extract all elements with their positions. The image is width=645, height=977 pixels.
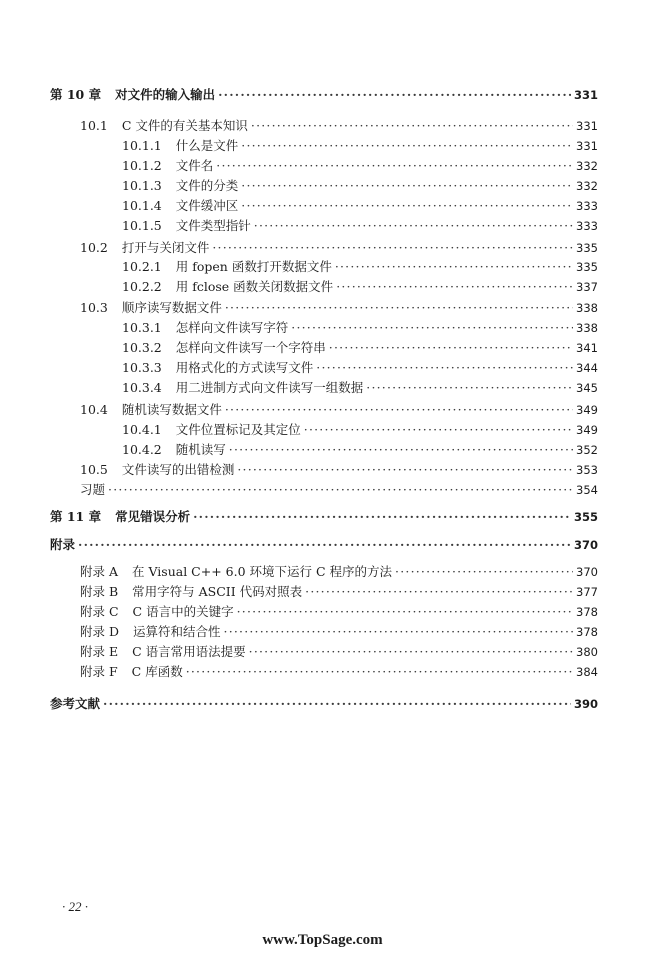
toc-entry-title: 用 fclose 函数关闭数据文件 (175, 279, 334, 294)
toc-entry-number: 10.1 (80, 118, 108, 133)
toc-entry (80, 624, 598, 640)
dot-leader (212, 240, 573, 256)
toc-entry-title: 顺序读写数据文件 (121, 300, 222, 315)
toc-entry-number: 第 10 章 (50, 87, 102, 102)
toc-entry-number: 10.1.4 (122, 198, 162, 213)
toc-entry-number: 10.4.1 (122, 422, 162, 437)
toc-entry-page: 355 (573, 510, 598, 524)
toc-entry (122, 360, 598, 376)
toc-entry-title: 随机读写 (175, 442, 226, 457)
toc-entry-title: 文件的分类 (175, 178, 239, 193)
dot-leader (366, 380, 573, 396)
dot-leader (395, 564, 573, 580)
dot-leader (241, 178, 573, 194)
toc-entry-title: 随机读写数据文件 (121, 402, 222, 417)
toc-entry-number: 10.3.2 (122, 340, 162, 355)
toc-entry-number: 附录 F (80, 664, 118, 679)
dot-leader (218, 87, 571, 103)
dot-leader (316, 360, 573, 376)
toc-entry-page: 332 (576, 159, 598, 173)
dot-leader (78, 537, 571, 553)
toc-entry-page: 332 (576, 179, 598, 193)
toc-entry-title: 参考文献 (50, 696, 101, 711)
toc-entry (50, 509, 598, 525)
toc-entry-page: 333 (576, 219, 598, 233)
page-number: · 22 · (62, 899, 88, 914)
toc-entry-number: 附录 B (80, 584, 119, 599)
toc-entry (122, 380, 598, 396)
toc-entry-page: 378 (576, 605, 598, 619)
toc-entry-title: C 文件的有关基本知识 (121, 118, 248, 133)
toc-entry-title: 附录 (50, 537, 76, 552)
toc-entry-title: 用格式化的方式读写文件 (175, 360, 314, 375)
toc-entry (122, 259, 598, 275)
toc-entry-title: C 语言中的关键字 (132, 604, 234, 619)
toc-entry-title: 对文件的输入输出 (115, 87, 216, 102)
dot-leader (237, 462, 573, 478)
toc-entry-number: 附录 A (80, 564, 119, 579)
toc-entry-number: 10.2.2 (122, 279, 162, 294)
toc-entry-number: 10.3.1 (122, 320, 162, 335)
dot-leader (305, 584, 573, 600)
toc-entry-title: 常用字符与 ASCII 代码对照表 (132, 584, 303, 599)
dot-leader (304, 422, 573, 438)
toc-entry (122, 198, 598, 214)
toc-entry-title: 在 Visual C++ 6.0 环境下运行 C 程序的方法 (132, 564, 393, 579)
toc-entry-title: 文件类型指针 (175, 218, 251, 233)
toc-entry-title: 怎样向文件读写字符 (175, 320, 289, 335)
toc-entry-page: 341 (576, 341, 598, 355)
toc-entry-title: 文件读写的出错检测 (121, 462, 235, 477)
dot-leader (229, 442, 573, 458)
toc-entry-page: 370 (576, 565, 598, 579)
toc-entry-title: 用二进制方式向文件读写一组数据 (175, 380, 364, 395)
dot-leader (186, 664, 573, 680)
toc-entry-page: 380 (576, 645, 598, 659)
toc-entry (80, 644, 598, 660)
dot-leader (103, 696, 571, 712)
toc-entry-number: 10.2.1 (122, 259, 162, 274)
toc-entry-title: 怎样向文件读写一个字符串 (175, 340, 326, 355)
dot-leader (193, 509, 571, 525)
toc-entry-page: 349 (576, 403, 598, 417)
toc-entry-page: 331 (573, 88, 598, 102)
dot-leader (216, 158, 573, 174)
toc-entry (80, 300, 598, 316)
toc-entry-number: 10.4.2 (122, 442, 162, 457)
toc-entry (122, 218, 598, 234)
toc-entry-page: 370 (573, 538, 598, 552)
dot-leader (225, 300, 573, 316)
dot-leader (224, 624, 574, 640)
toc-entry-number: 10.4 (80, 402, 108, 417)
dot-leader (336, 279, 573, 295)
toc-entry (50, 696, 598, 712)
dot-leader (329, 340, 573, 356)
toc-entry-title: 文件缓冲区 (175, 198, 239, 213)
toc-entry (122, 279, 598, 295)
toc-entry (50, 87, 598, 103)
toc-entry (122, 138, 598, 154)
toc-entry-number: 10.1.5 (122, 218, 162, 233)
toc-entry (80, 462, 598, 478)
toc-entry-page: 331 (576, 139, 598, 153)
toc-entry-page: 354 (576, 483, 598, 497)
dot-leader (291, 320, 573, 336)
toc-entry-page: 331 (576, 119, 598, 133)
toc-entry (80, 664, 598, 680)
toc-entry (122, 320, 598, 336)
toc-entry-number: 10.1.2 (122, 158, 162, 173)
toc-entry (122, 422, 598, 438)
dot-leader (237, 604, 573, 620)
toc-entry-page: 353 (576, 463, 598, 477)
dot-leader (335, 259, 573, 275)
dot-leader (251, 118, 573, 134)
toc-entry-page: 384 (576, 665, 598, 679)
toc-entry-title: 用 fopen 函数打开数据文件 (175, 259, 332, 274)
toc-entry-title: C 库函数 (131, 664, 183, 679)
toc-entry-number: 10.1.1 (122, 138, 162, 153)
dot-leader (108, 482, 573, 498)
toc-entry-title: 文件位置标记及其定位 (175, 422, 301, 437)
toc-entry-number: 附录 C (80, 604, 119, 619)
toc-entry-title: C 语言常用语法提要 (132, 644, 246, 659)
toc-entry (122, 158, 598, 174)
toc-entry (50, 537, 598, 553)
toc-entry-page: 390 (573, 697, 598, 711)
toc-entry-number: 附录 E (80, 644, 119, 659)
toc-entry-title: 运算符和结合性 (133, 624, 221, 639)
toc-entry-title: 习题 (80, 482, 106, 497)
toc-entry (122, 442, 598, 458)
toc-entry-page: 335 (576, 241, 598, 255)
toc-entry-number: 附录 D (80, 624, 119, 639)
toc-entry-page: 378 (576, 625, 598, 639)
toc-entry (80, 482, 598, 498)
toc-entry-page: 337 (576, 280, 598, 294)
dot-leader (254, 218, 573, 234)
toc-entry-page: 349 (576, 423, 598, 437)
toc-entry (80, 118, 598, 134)
toc-entry-number: 第 11 章 (50, 509, 102, 524)
toc-entry (80, 604, 598, 620)
toc-entry (122, 178, 598, 194)
toc-entry-title: 打开与关闭文件 (121, 240, 210, 255)
toc-entry-number: 10.2 (80, 240, 108, 255)
toc-entry (122, 340, 598, 356)
toc-entry-number: 10.3 (80, 300, 108, 315)
dot-leader (225, 402, 573, 418)
toc-entry (80, 584, 598, 600)
toc-entry-title: 常见错误分析 (115, 509, 191, 524)
toc-entry-title: 文件名 (175, 158, 214, 173)
toc-entry (80, 240, 598, 256)
toc-entry-page: 335 (576, 260, 598, 274)
toc-entry-page: 344 (576, 361, 598, 375)
dot-leader (249, 644, 573, 660)
toc-entry-title: 什么是文件 (175, 138, 239, 153)
toc-entry-page: 338 (576, 301, 598, 315)
toc-entry-page: 345 (576, 381, 598, 395)
dot-leader (241, 138, 573, 154)
toc-entry-page: 338 (576, 321, 598, 335)
toc-entry-page: 352 (576, 443, 598, 457)
toc-entry-page: 333 (576, 199, 598, 213)
dot-leader (241, 198, 573, 214)
toc-entry-number: 10.1.3 (122, 178, 162, 193)
toc-entry (80, 564, 598, 580)
toc-entry-page: 377 (576, 585, 598, 599)
toc-entry (80, 402, 598, 418)
toc-entry-number: 10.5 (80, 462, 108, 477)
website-footer: www.TopSage.com (262, 932, 383, 948)
toc-entry-number: 10.3.4 (122, 380, 162, 395)
toc-entry-number: 10.3.3 (122, 360, 162, 375)
